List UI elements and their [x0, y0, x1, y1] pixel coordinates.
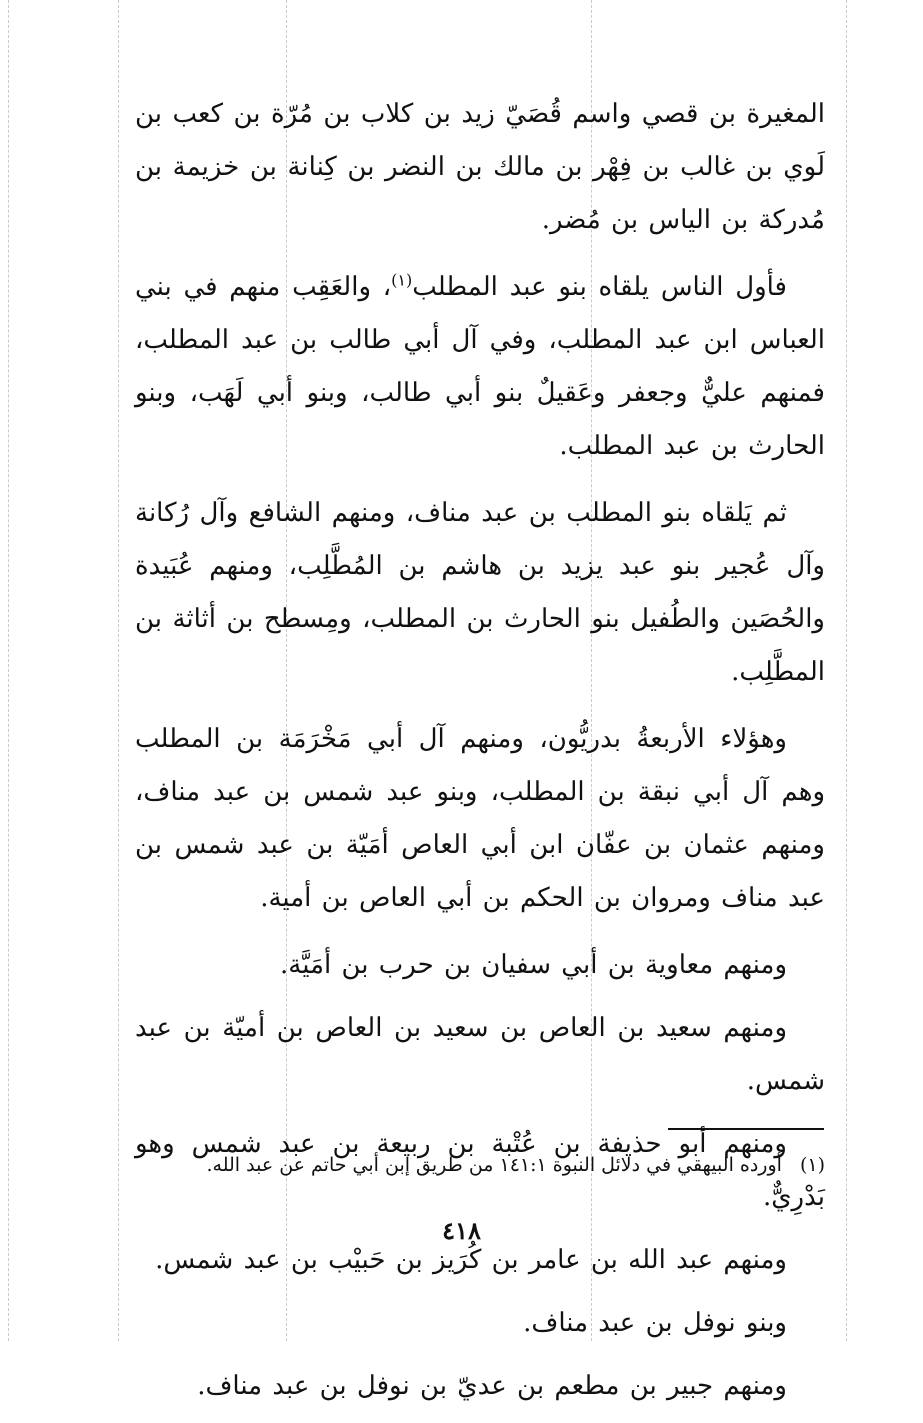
- list-item: ومنهم جبير بن مطعم بن عديّ بن نوفل بن عبد مناف.: [197, 1371, 787, 1401]
- footnote-text: أورده البيهقي في دلائل النبوة ١٤١:١ من طريق إبن أبي حاتم عن عبد الله.: [206, 1154, 782, 1176]
- paragraph-text: ، والعَقِب منهم في بني العباس ابن عبد المطلب، وفي آل أبي طالب بن عبد المطلب، فمنهم عليٌّ وجعفر وعَقيلٌ بنو أبي طالب، وبنو أبي لَهَب، وبنو الحارث بن عبد المطلب.: [135, 272, 825, 461]
- list-item: ومنهم عبد الله بن عامر بن كُرَيز بن حَبيْب بن عبد شمس.: [155, 1245, 787, 1275]
- footnote-separator: [668, 1128, 824, 1130]
- footnote-marker[interactable]: (١): [391, 270, 413, 290]
- list-item: ومنهم أبو حذيفة بن عُتْبة بن ربيعة بن عبد شمس وهو بَدْرِيٌّ.: [135, 1129, 825, 1212]
- page-number: ٤١٨: [442, 1216, 481, 1245]
- paragraph-text: فأول الناس يلقاه بنو عبد المطلب: [412, 272, 787, 302]
- paragraph-badriyyun: وهؤلاء الأربعةُ بدريُّون، ومنهم آل أبي مَخْرَمَة بن المطلب وهم آل أبي نبقة بن المطلب، وبنو عبد شمس بن عبد مناف، ومنهم عثمان بن عفّان ابن أبي العاص أمَيّة بن عبد شمس بن عبد مناف ومروان بن الحكم بن أبي العاص بن أمية.: [135, 724, 825, 913]
- scan-guide-line: [118, 0, 119, 1341]
- footnote-number: (١): [799, 1154, 825, 1176]
- scan-guide-line: [8, 0, 9, 1341]
- list-item: ومنهم سعيد بن العاص بن سعيد بن العاص بن أميّة بن عبد شمس.: [135, 1013, 825, 1096]
- paragraph-banu-al-muttalib: ثم يَلقاه بنو المطلب بن عبد مناف، ومنهم الشافع وآل رُكانة وآل عُجير بنو عبد يزيد بن هاشم بن المُطَّلِب، ومنهم عُبَيدة والحُصَين والطُفيل بنو الحارث بن المطلب، ومِسطح بن أثاثة بن المطَّلِب.: [135, 498, 825, 687]
- list-item: ومنهم معاوية بن أبي سفيان بن حرب بن أمَيَّة.: [280, 950, 787, 980]
- footnote: [135, 1150, 825, 1180]
- scan-guide-line: [846, 0, 847, 1341]
- list-item: وبنو نوفل بن عبد مناف.: [523, 1308, 787, 1338]
- paragraph-abd-al-muttalib: [135, 261, 825, 473]
- paragraph-lineage: المغيرة بن قصي واسم قُصَيّ زيد بن كلاب بن مُرّة بن كعب بن لَوي بن غالب بن فِهْر بن مالك بن النضر بن كِنانة بن خزيمة بن مُدركة بن الياس بن مُضر.: [135, 99, 825, 235]
